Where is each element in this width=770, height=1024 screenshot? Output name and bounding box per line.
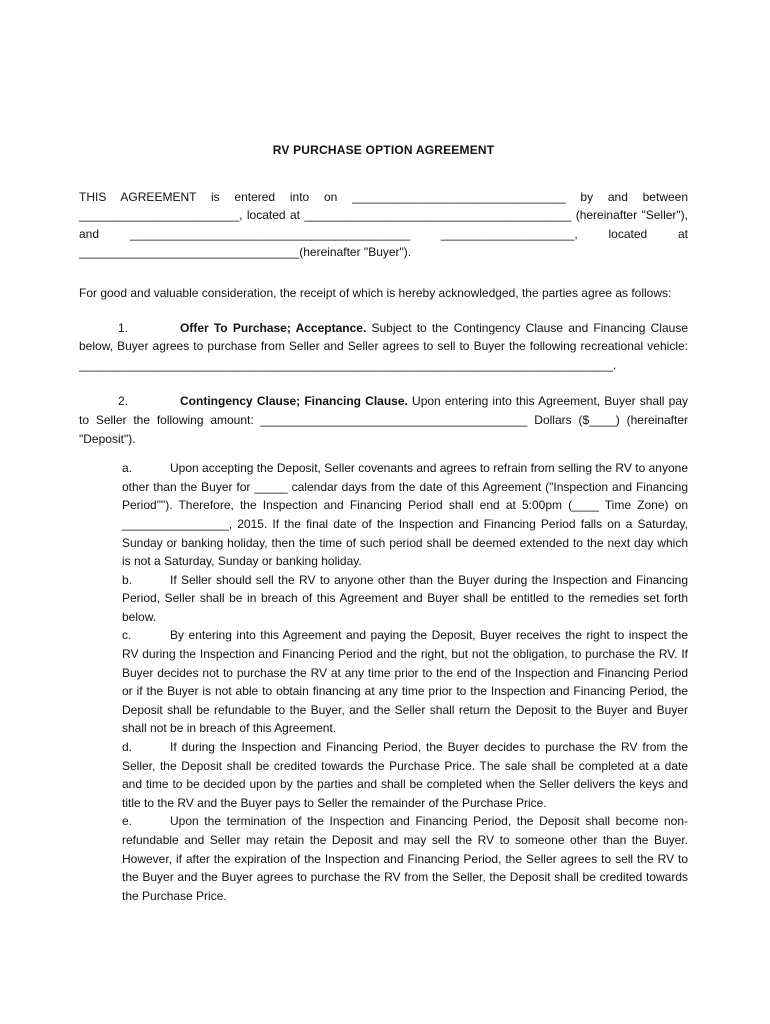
section-1-number: 1. <box>118 320 129 335</box>
subsection-d-body: If during the Inspection and Financing Period, the Buyer decides to purchase the RV from the Seller, the Deposit shall be credited towards the Purchase Price. The sale shall be completed at a date and time to be decided upon by the parties and shall be completed when the Seller delivers the keys and title to the RV and the Buyer pays to Seller the remainder of the Purchase Price. <box>122 740 688 810</box>
document-title: RV PURCHASE OPTION AGREEMENT <box>272 143 495 157</box>
subsection-e-body: Upon the termination of the Inspection and Financing Period, the Deposit shall become non-refundable and Seller may retain the Deposit and may sell the RV to someone other than the Buyer. However, if after the expiration of the Inspection and Financing Period, the Seller agrees to sell the RV to the Buyer and the Buyer agrees to purchase the RV from the Seller, the Deposit shall be credited towards the Purchase Price. <box>122 814 688 903</box>
subsection-c-letter: c. <box>122 628 132 643</box>
subsection-b-letter: b. <box>122 572 133 587</box>
section-1 <box>79 319 688 375</box>
subsection-a <box>122 459 688 571</box>
subsection-d <box>122 738 688 812</box>
subsection-a-letter: a. <box>122 461 133 476</box>
intro-paragraph: THIS AGREEMENT is entered into on ________________________________ by and between ________________________, located at ________________________________________ (hereinafter "Seller"), and __________________________________________ ____________________, located at _________________________________(hereinafter "Buyer"). <box>79 189 688 260</box>
section-2-body: Upon entering into this Agreement, Buyer shall pay to Seller the following amount: ________________________________________ Dollars ($____) (hereinafter "Deposit"). <box>79 394 688 446</box>
subsection-e-letter: e. <box>122 814 133 829</box>
subsection-c <box>122 626 688 738</box>
subsection-b <box>122 571 688 627</box>
subsection-c-body: By entering into this Agreement and paying the Deposit, Buyer receives the right to inspect the RV during the Inspection and Financing Period and the right, but not the obligation, to purchase the RV. If Buyer decides not to purchase the RV at any time prior to the end of the Inspection and Financing Period or if the Buyer is not able to obtain financing at any time prior to the Inspection and Financing Period, the Deposit shall be refundable to the Buyer, and the Seller shall return the Deposit to the Buyer and Buyer shall not be in breach of this Agreement. <box>122 628 688 736</box>
subsection-b-body: If Seller should sell the RV to anyone other than the Buyer during the Inspection and Financing Period, Seller shall be in breach of this Agreement and Buyer shall be entitled to the remedies set forth below. <box>122 572 688 624</box>
section-1-heading: Offer To Purchase; Acceptance. <box>180 320 367 335</box>
subsection-a-body: Upon accepting the Deposit, Seller covenants and agrees to refrain from selling the RV to anyone other than the Buyer for _____ calendar days from the date of this Agreement ("Inspection and Financing Period""). Therefore, the Inspection and Financing Period shall end at 5:00pm (____ Time Zone) on ________________, 2015. If the final date of the Inspection and Financing Period falls on a Saturday, Sunday or banking holiday, then the time of such period shall be deemed extended to the next day which is not a Saturday, Sunday or banking holiday. <box>122 461 688 569</box>
section-2 <box>79 392 688 448</box>
section-2-number: 2. <box>118 394 129 409</box>
subsection-list <box>122 459 688 905</box>
consideration-paragraph: For good and valuable consideration, the receipt of which is hereby acknowledged, the parties agree as follows: <box>79 285 672 300</box>
section-2-heading: Contingency Clause; Financing Clause. <box>180 394 408 409</box>
subsection-d-letter: d. <box>122 740 133 755</box>
subsection-e <box>122 812 688 905</box>
section-1-body: Subject to the Contingency Clause and Financing Clause below, Buyer agrees to purchase from Seller and Seller agrees to sell to Buyer the following recreational vehicle: ________________________________________________________________________________. <box>79 320 688 372</box>
